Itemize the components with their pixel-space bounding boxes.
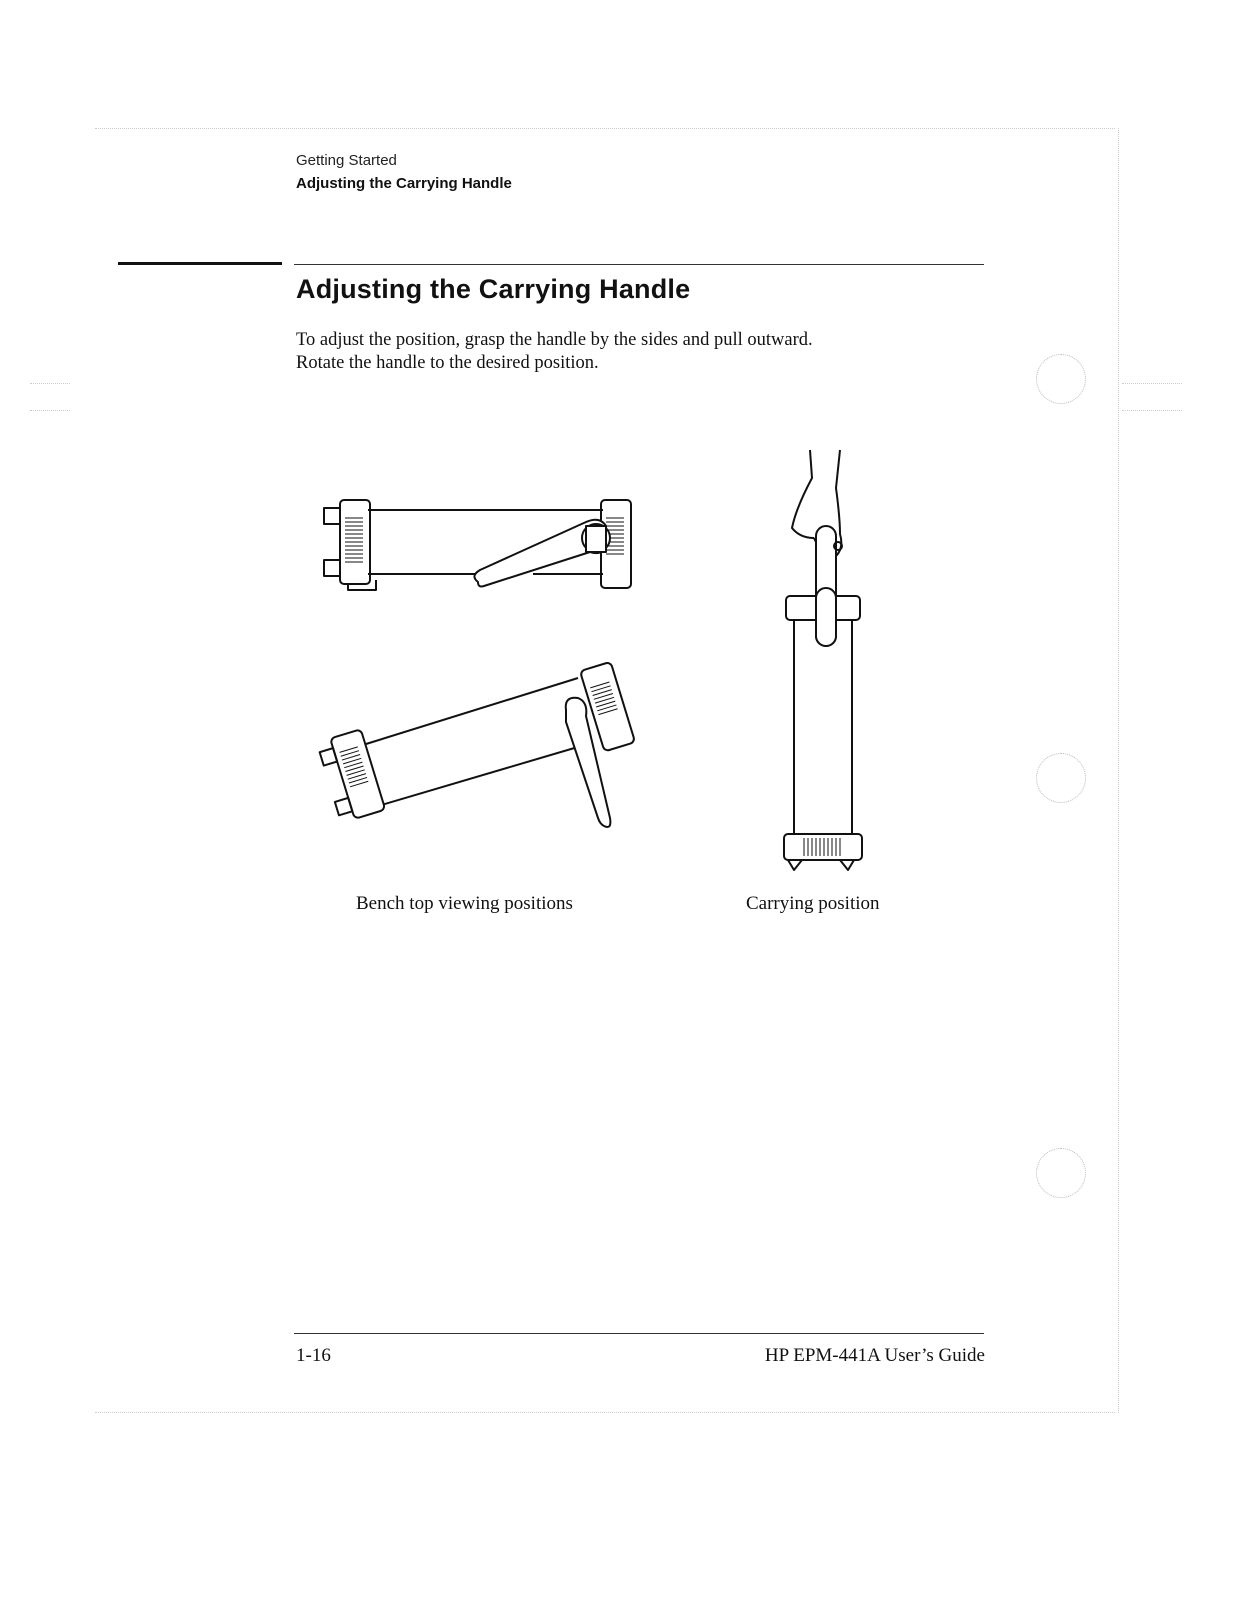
scan-mark-left-2 xyxy=(30,410,70,411)
bench-top-horizontal-illustration xyxy=(318,490,648,600)
section-rule-thick xyxy=(118,262,282,265)
guide-name: HP EPM-441A User’s Guide xyxy=(764,1345,985,1366)
scan-mark-right-2 xyxy=(1122,410,1182,411)
scan-mark-right-1 xyxy=(1122,383,1182,384)
page-number: 1-16 xyxy=(296,1345,331,1366)
scan-edge-top xyxy=(95,128,1115,129)
footer-rule xyxy=(294,1333,984,1334)
punch-hole-middle xyxy=(1036,753,1086,803)
punch-hole-top xyxy=(1036,354,1086,404)
carrying-position-illustration xyxy=(770,448,880,873)
header-subsection: Adjusting the Carrying Handle xyxy=(296,175,512,192)
scan-edge-bottom xyxy=(95,1412,1115,1413)
body-paragraph xyxy=(296,329,976,375)
body-line-1: To adjust the position, grasp the handle by the sides and pull outward. xyxy=(296,330,813,350)
body-line-2: Rotate the handle to the desired position. xyxy=(296,353,599,373)
bench-top-tilted-illustration xyxy=(316,660,646,835)
scan-mark-left-1 xyxy=(30,383,70,384)
punch-hole-bottom xyxy=(1036,1148,1086,1198)
bench-top-caption: Bench top viewing positions xyxy=(356,893,573,914)
carrying-caption: Carrying position xyxy=(746,893,880,914)
header-section: Getting Started xyxy=(296,152,397,169)
page-title: Adjusting the Carrying Handle xyxy=(296,274,691,304)
section-rule-thin xyxy=(294,264,984,265)
scan-edge-right xyxy=(1118,128,1119,1413)
